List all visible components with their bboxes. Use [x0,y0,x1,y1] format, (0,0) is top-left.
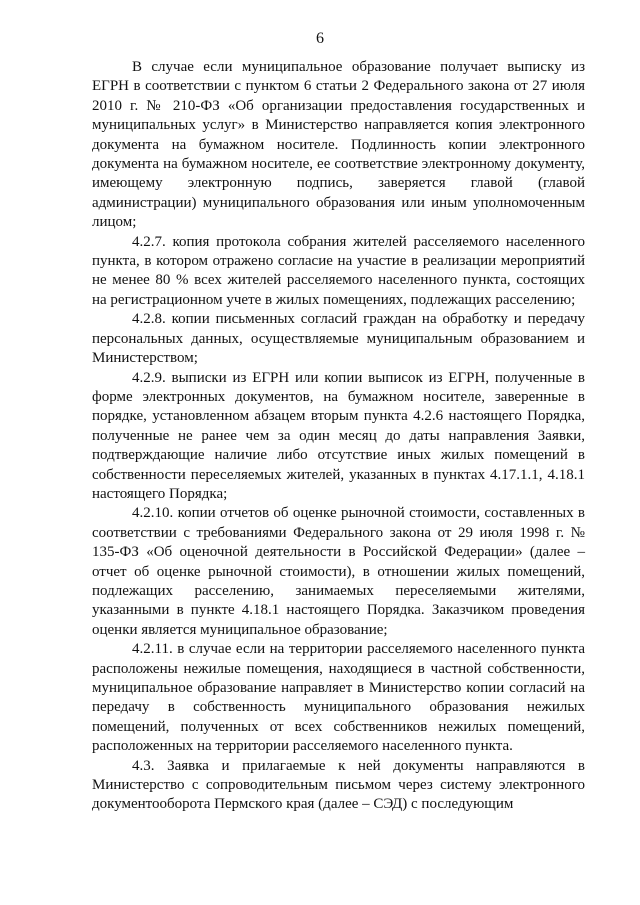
paragraph-4-2-11: 4.2.11. в случае если на территории расселяемого населенного пункта расположены нежилые помещения, находящиеся в частной собственности, муниципальное образование направляет в Министерство копии согласий на передачу в собственность муниципального образования нежилых помещений, полученных от всех собственников нежилых помещений, расположенных на территории расселяемого населенного пункта. [92,641,585,755]
paragraph-egrn-copy: В случае если муниципальное образование получает выписку из ЕГРН в соответствии с пунктом 6 статьи 2 Федерального закона от 27 июля 2010 г. № 210-ФЗ «Об организации предоставления государственных и муниципальных услуг» в Министерство направляется копия электронного документа на бумажном носителе. Подлинность копии электронного документа на бумажном носителе, ее соответствие электронному документу, имеющему электронную подпись, заверяется главой (главой администрации) муниципального образования или иным уполномоченным лицом; [92,59,585,231]
paragraph-4-2-10: 4.2.10. копии отчетов об оценке рыночной стоимости, составленных в соответствии с требованиями Федерального закона от 29 июля 1998 г. № 135-ФЗ «Об оценочной деятельности в Российской Федерации» (далее – отчет об оценке рыночной стоимости), в отношении жилых помещений, подлежащих расселению, занимаемых переселяемыми жителями, указанными в пункте 4.18.1 настоящего Порядка. Заказчиком проведения оценки является муниципальное образование; [92,505,585,638]
body-text [92,58,585,815]
paragraph-4-3: 4.3. Заявка и прилагаемые к ней документы направляются в Министерство с сопроводительным письмом через систему электронного документооборота Пермского края (далее – СЭД) с последующим [92,757,585,813]
page-number: 6 [316,30,324,47]
paragraph-4-2-9: 4.2.9. выписки из ЕГРН или копии выписок из ЕГРН, полученные в форме электронных документов, на бумажном носителе, заверенные в порядке, установленном абзацем вторым пункта 4.2.6 настоящего Порядка, полученные не ранее чем за один месяц до даты направления Заявки, подтверждающие наличие либо отсутствие иных жилых помещений в собственности переселяемых жителей, указанных в пунктах 4.17.1.1, 4.18.1 настоящего Порядка; [92,369,585,502]
paragraph-4-2-8: 4.2.8. копии письменных согласий граждан на обработку и передачу персональных данных, осуществляемые муниципальным образованием и Министерством; [92,311,585,367]
paragraph-4-2-7: 4.2.7. копия протокола собрания жителей расселяемого населенного пункта, в котором отражено согласие на участие в реализации мероприятий не менее 80 % всех жителей расселяемого населенного пункта, состоящих на регистрационном учете в жилых помещениях, подлежащих расселению; [92,233,585,308]
